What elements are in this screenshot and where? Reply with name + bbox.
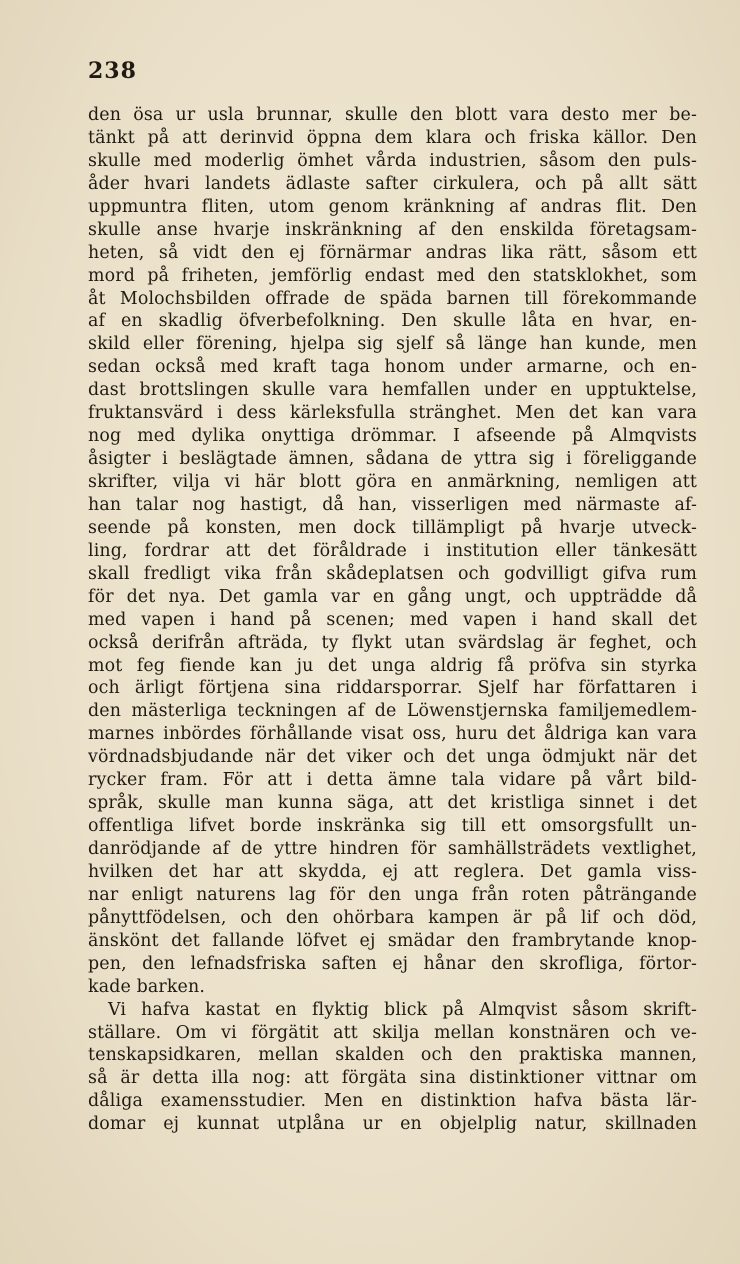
text-line: dast brottslingen skulle vara hemfallen under en upptuktelse, xyxy=(88,380,697,401)
text-line: skulle anse hvarje inskränkning af den enskilda företagsam- xyxy=(88,219,697,240)
text-line: änskönt det fallande löfvet ej smädar den frambrytande knop- xyxy=(88,930,697,951)
text-line: nog med dylika onyttiga drömmar. I afseende på Almqvists xyxy=(88,426,697,447)
text-line: också derifrån afträda, ty flykt utan svärdslag är feghet, och xyxy=(88,632,697,653)
text-line: domar ej kunnat utplåna ur en objelplig natur, skillnaden xyxy=(88,1114,697,1135)
text-line: dåliga examensstudier. Men en distinktion hafva bästa lär- xyxy=(88,1091,697,1112)
text-line: så är detta illa nog: att förgäta sina distinktioner vittnar om xyxy=(88,1068,697,1089)
text-line: mord på friheten, jemförlig endast med den statsklokhet, som xyxy=(88,265,697,286)
text-line: af en skadlig öfverbefolkning. Den skulle låta en hvar, en- xyxy=(88,311,697,332)
text-line: tenskapsidkaren, mellan skalden och den praktiska mannen, xyxy=(88,1045,697,1066)
text-line: åsigter i beslägtade ämnen, sådana de yttra sig i föreliggande xyxy=(88,449,697,470)
text-line: skall fredligt vika från skådeplatsen och godvilligt gifva rum xyxy=(88,563,697,584)
text-line: ling, fordrar att det föråldrade i institution eller tänkesätt xyxy=(88,540,697,561)
text-line: språk, skulle man kunna säga, att det kristliga sinnet i det xyxy=(88,793,697,814)
text-line: vördnadsbjudande när det viker och det unga ödmjukt när det xyxy=(88,747,697,768)
text-line: uppmuntra fliten, utom genom kränkning af andras flit. Den xyxy=(88,196,697,217)
text-line: sedan också med kraft taga honom under armarne, och en- xyxy=(88,357,697,378)
text-line: och ärligt förtjena sina riddarsporrar. Sjelf har författaren i xyxy=(88,678,697,699)
text-line: för det nya. Det gamla var en gång ungt, och uppträdde då xyxy=(88,586,697,607)
text-line: danrödjande af de yttre hindren för samhällsträdets vextlighet, xyxy=(88,839,697,859)
text-line: han talar nog hastigt, då han, visserligen med närmaste af- xyxy=(88,494,697,515)
text-line: rycker fram. För att i detta ämne tala vidare på vårt bild- xyxy=(88,770,697,791)
body-text xyxy=(88,104,697,1136)
text-line: skulle med moderlig ömhet vårda industrien, såsom den puls- xyxy=(88,150,697,171)
text-line: den mästerliga teckningen af de Löwenstjernska familjemedlem- xyxy=(88,701,697,722)
text-line: åder hvari landets ädlaste safter cirkulera, och på allt sätt xyxy=(88,173,697,194)
paragraph-end-line: kade barken. xyxy=(88,976,206,997)
text-line: ställare. Om vi förgätit att skilja mellan konstnären och ve- xyxy=(88,1022,697,1043)
paragraph-start-line: Vi hafva kastat en flyktig blick på Almqvist såsom skrift- xyxy=(108,999,697,1020)
text-line: fruktansvärd i dess kärleksfulla stränghet. Men det kan vara xyxy=(88,403,697,424)
text-line: hvilken det har att skydda, ej att reglera. Det gamla viss- xyxy=(88,861,697,882)
text-line: med vapen i hand på scenen; med vapen i hand skall det xyxy=(88,609,697,630)
text-line: tänkt på att derinvid öppna dem klara och friska källor. Den xyxy=(88,127,697,148)
text-line: heten, så vidt den ej förnärmar andras lika rätt, såsom ett xyxy=(88,242,697,263)
text-line: åt Molochsbilden offrade de späda barnen till förekommande xyxy=(88,288,697,309)
text-line: mot feg fiende kan ju det unga aldrig få pröfva sin styrka xyxy=(88,655,697,676)
page-number: 238 xyxy=(88,58,137,84)
text-line: nar enligt naturens lag för den unga från roten påträngande xyxy=(88,884,697,905)
text-line: pen, den lefnadsfriska saften ej hånar den skrofliga, förtor- xyxy=(88,953,697,974)
text-line: marnes inbördes förhållande visat oss, huru det åldriga kan vara xyxy=(88,724,697,745)
text-line: skild eller förening, hjelpa sig sjelf så länge han kunde, men xyxy=(88,334,697,355)
text-line: den ösa ur usla brunnar, skulle den blott vara desto mer be- xyxy=(88,105,697,125)
text-line: offentliga lifvet borde inskränka sig till ett omsorgsfullt un- xyxy=(88,816,697,837)
text-line: skrifter, vilja vi här blott göra en anmärkning, nemligen att xyxy=(88,472,697,492)
text-line: seende på konsten, men dock tillämpligt på hvarje utveck- xyxy=(88,517,697,538)
text-line: pånyttfödelsen, och den ohörbara kampen är på lif och död, xyxy=(88,907,697,928)
